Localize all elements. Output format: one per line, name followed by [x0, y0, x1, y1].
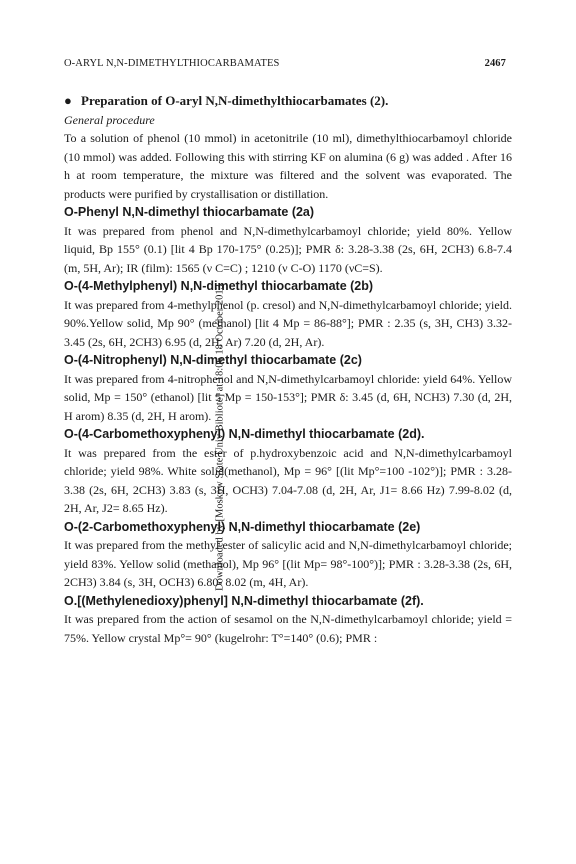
compound-heading: O.[(Methylenedioxy)phenyl] N,N-dimethyl thiocarbamate (2f).	[64, 593, 424, 608]
compound-heading: O-(4-Nitrophenyl) N,N-dimethyl thiocarbamate (2c)	[64, 353, 362, 367]
procedure-text: To a solution of phenol (10 mmol) in acetonitrile (10 ml), dimethylthiocarbamoyl chloride (10 mmol) was added. Following this with stirring KF on alumina (6 g) was added . After 16 h at room temperature, the mixture was filtered and the solvent was evaporated. The products were purified by crystallisation or distillation.	[64, 131, 512, 201]
compound-heading: O-(4-Carbomethoxyphenyl) N,N-dimethyl thiocarbamate (2d).	[64, 427, 425, 441]
compound-text: It was prepared from the ester of p.hydroxybenzoic acid and N,N-dimethylcarbamoyl chloride; yield 98%. White solid(methanol), Mp = 96° [(lit Mp°=100 -102°)]; PMR : 3.28-3.38 (2s, 6H, 2CH3) 3.83 (s, 3H, OCH3) 7.04-7.08 (d, 2H, Ar, J1= 8.66 Hz) 7.99-8.02 (d, 2H, Ar, J2= 8.65 Hz).	[64, 445, 512, 515]
compound-heading: O-(4-Methylphenyl) N,N-dimethyl thiocarbamate (2b)	[64, 279, 374, 293]
compound-text: It was prepared from the action of sesamol on the N,N-dimethylcarbamoyl chloride; yield = 75%. Yellow crystal Mp°= 90° (kugelrohr: T°=140° (0.6); PMR :	[64, 612, 512, 645]
page-number: 2467	[484, 58, 506, 69]
compound-text: It was prepared from the methyl ester of salicylic acid and N,N-dimethylcarbamoyl chloride; yield 83%. Yellow solid (methanol), Mp 96° [(lit Mp= 98°-100°)]; PMR : 3.28-3.38 (2s, 6H, 2CH3) 3.84 (s, 3H, OCH3) 6.80- 8.02 (m, 4H, Ar).	[64, 538, 512, 589]
procedure-label: General procedure	[64, 112, 155, 127]
compound-text: It was prepared from phenol and N,N-dimethylcarbamoyl chloride; yield 80%. Yellow liquid, Bp 155° (0.1) [lit 4 Bp 170-175° (0.25)]; PMR δ: 3.28-3.38 (2s, 6H, 2CH3) 6.8-7.4 (m, 5H, Ar); IR (film): 1565 (ν C=C) ; 1210 (ν C-O) 1170 (νC=S).	[64, 223, 512, 275]
download-watermark: Downloaded by [Moskow State Univ Bibliote] at 18:06 18 October 2013	[214, 284, 226, 591]
section-title: Preparation of O-aryl N,N-dimethylthiocarbamates (2).	[81, 93, 389, 108]
section-heading	[64, 92, 512, 111]
article-body	[64, 92, 512, 647]
compound-text: It was prepared from 4-nitrophenol and N,N-dimethylcarbamoyl chloride: yield 64%. Yellow solid, Mp = 150° (ethanol) [lit 5 Mp = 150-153°]; PMR δ: 3.45 (d, 6H, NCH3) 7.30 (d, 2H, H arom) 8.35 (d, 2H, H arom).	[64, 371, 512, 423]
bullet-icon: ●	[64, 93, 72, 108]
compound-text: It was prepared from 4-methylphenol (p. cresol) and N,N-dimethylcarbamoyl chloride; yield. 90%.Yellow solid, Mp 90° (methanol) [lit 4 Mp = 86-88°]; PMR : 2.35 (s, 3H, CH3) 3.32-3.45 (2s, 6H, 2CH3) 6.95 (d, 2H, Ar) 7.20 (d, 2H, Ar).	[64, 297, 512, 349]
compound-heading: O-(2-Carbomethoxyphenyl) N,N-dimethyl thiocarbamate (2e)	[64, 519, 421, 534]
running-title: O-ARYL N,N-DIMETHYLTHIOCARBAMATES	[64, 58, 280, 69]
compound-heading: O-Phenyl N,N-dimethyl thiocarbamate (2a)	[64, 205, 315, 219]
